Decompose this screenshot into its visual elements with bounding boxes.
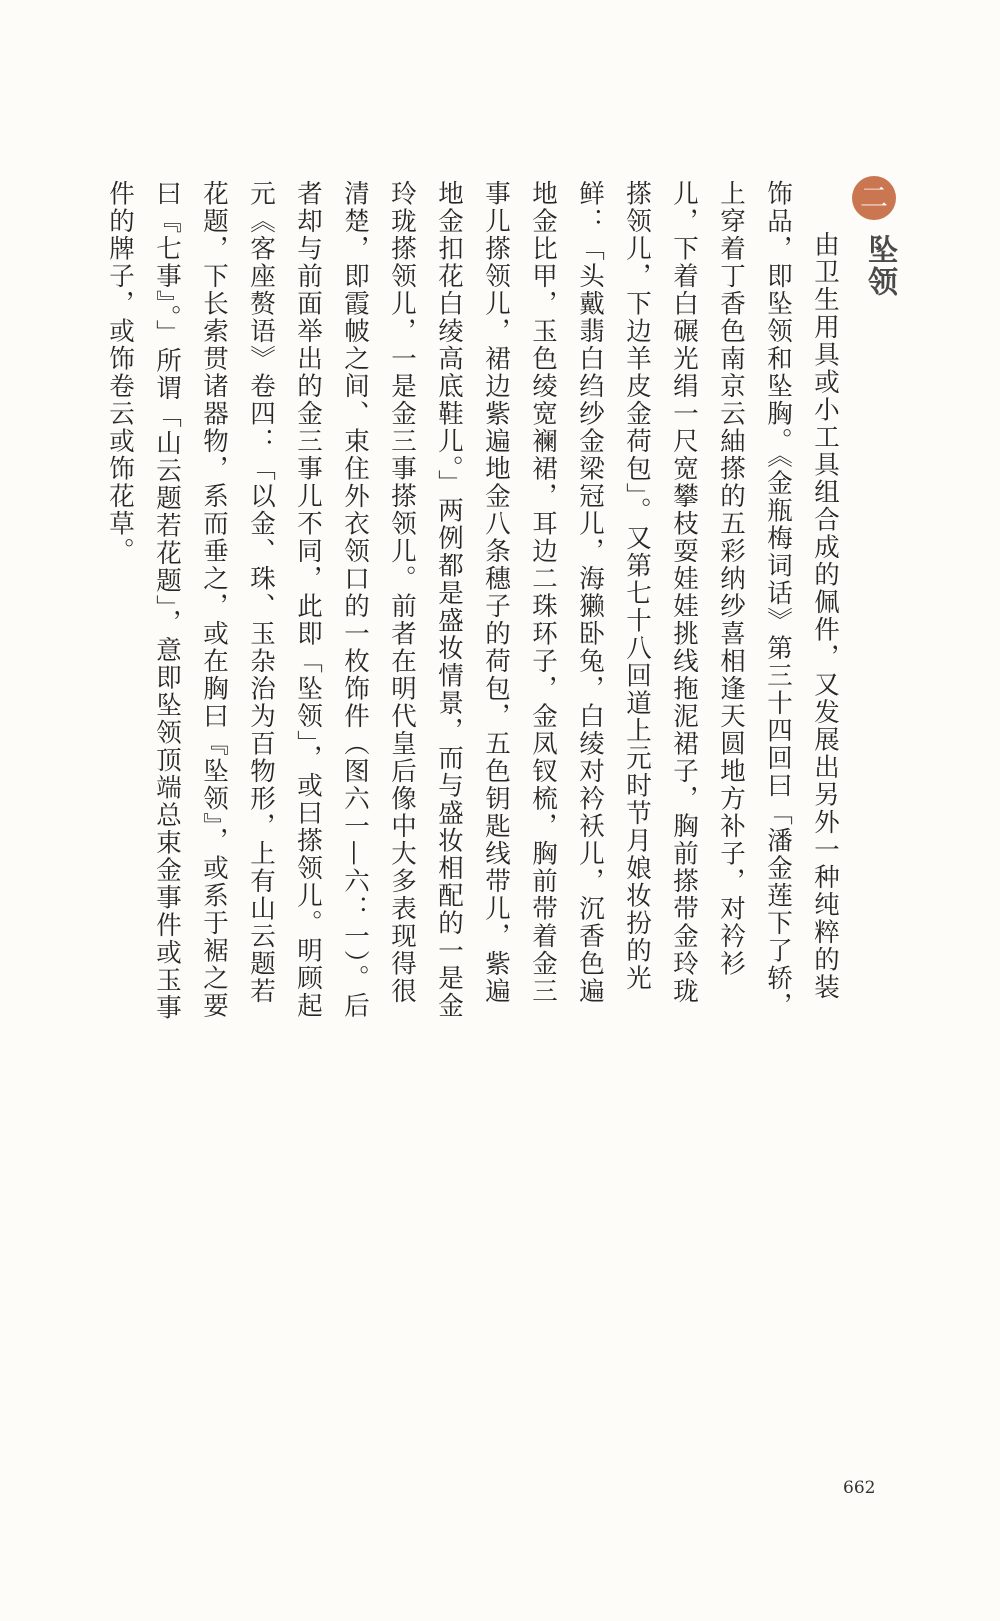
page-number: 662 (843, 1478, 876, 1498)
section-title: 坠领 (862, 234, 897, 298)
paragraph: 由卫生用具或小工具组合成的佩件，又发展出另外一种纯粹的装饰品，即坠领和坠胸。《金瓶梅词话》第三十四回曰「潘金莲下了轿，上穿着丁香色南京云紬搽的五彩纳纱喜相逢天圆地方补子，对衿衫儿，下着白碾光绢一尺宽攀枝耍娃娃挑线拖泥裙子，胸前搽带金玲珑搽领儿，下边羊皮金荷包」。又第七十八回道上元时节月娘妆扮的光鲜：「头戴翡白绉纱金梁冠儿，海獭卧兔，白绫对衿袄儿，沉香色遍地金比甲，玉色绫宽襕裙，耳边二珠环子，金凤钗梳，胸前带着金三事儿搽领儿，裙边紫遍地金八条穗子的荷包，五色钥匙线带儿，紫遍地金扣花白绫高底鞋儿。」两例都是盛妆情景，而与盛妆相配的一是金玲珑搽领儿，一是金三事搽领儿。前者在明代皇后像中大多表现得很清楚，即霞帔之间、束住外衣领口的一枚饰件（图六一—六：一）。后者却与前面举出的金三事儿不同，此即「坠领」，或曰搽领儿。明顾起元《客座赘语》卷四：「以金、珠、玉杂治为百物形，上有山云题若花题，下长索贯诸器物，系而垂之，或在胸曰『坠领』，或系于裾之要曰『七事』。」所谓「山云题若花题」，意即坠领顶端总束金事件或玉事件的牌子，或饰卷云或饰花草。 (105, 180, 840, 1022)
section-number-badge: 二 (852, 176, 896, 220)
body-text (96, 180, 848, 1025)
